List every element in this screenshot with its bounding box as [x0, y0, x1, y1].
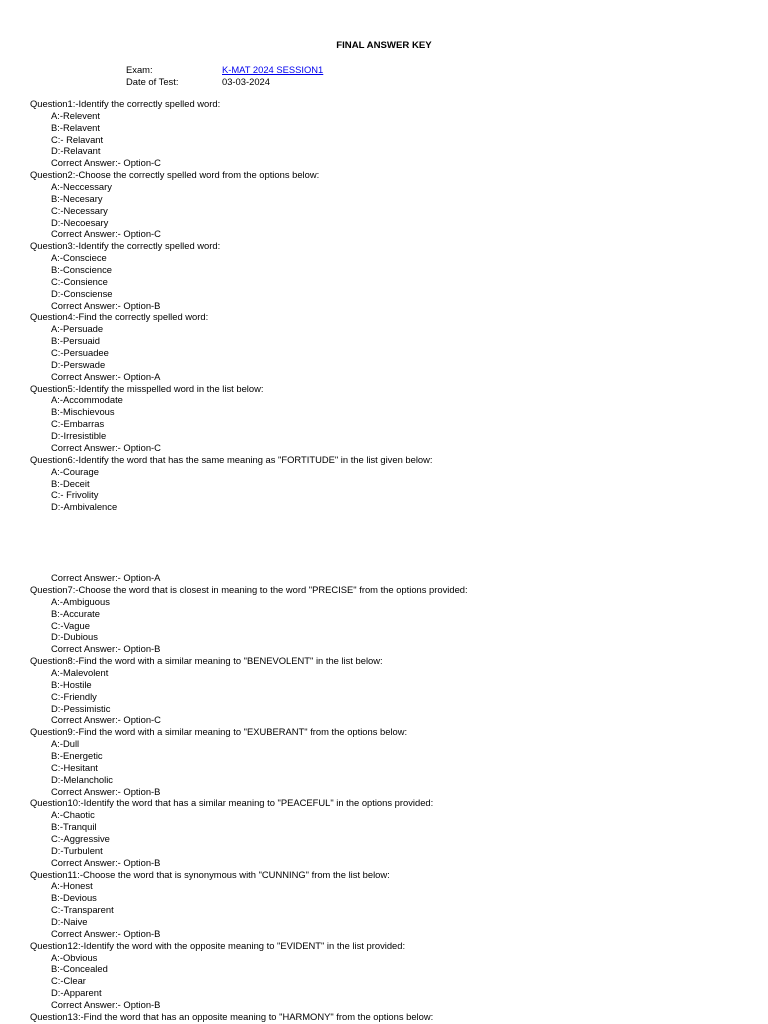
option-item: D:-Necoesary	[51, 216, 109, 228]
correct-answer: Correct Answer:- Option-A	[51, 572, 161, 584]
question-text: Question9:-Find the word with a similar meaning to "EXUBERANT" from the options below:	[30, 726, 408, 738]
question-block	[30, 869, 468, 940]
option-item: B:-Tranquil	[51, 821, 97, 833]
correct-answer: Correct Answer:- Option-B	[51, 999, 161, 1011]
option-item: D:-Melancholic	[51, 773, 113, 785]
option-item: D:-Ambivalence	[51, 501, 118, 513]
question-text: Question1:-Identify the correctly spelled word:	[30, 98, 221, 109]
date-label: Date of Test:	[126, 76, 179, 87]
question-list	[30, 98, 468, 1023]
option-item: B:-Relavent	[51, 121, 100, 133]
option-item: A:-Dull	[51, 738, 80, 750]
question-text: Question8:-Find the word with a similar meaning to "BENEVOLENT" in the list below:	[30, 655, 383, 667]
option-item: A:-Accommodate	[51, 394, 123, 406]
correct-answer: Correct Answer:- Option-B	[51, 643, 161, 655]
option-item: D:-Naive	[51, 916, 88, 927]
option-item: B:-Concealed	[51, 963, 108, 975]
option-item: D:-Turbulent	[51, 844, 103, 856]
correct-answer: Correct Answer:- Option-C	[51, 157, 161, 169]
question-block	[30, 584, 468, 655]
option-item: D:-Apparent	[51, 987, 102, 999]
question-text: Question10:-Identify the word that has a similar meaning to "PEACEFUL" in the options provided:	[30, 797, 434, 809]
question-text: Question13:-Find the word that has an opposite meaning to "HARMONY" from the options below:	[30, 1010, 434, 1022]
correct-answer: Correct Answer:- Option-B	[51, 927, 161, 939]
page-gap	[30, 513, 468, 572]
option-item: A:-Honest	[51, 880, 93, 892]
date-value: 03-03-2024	[222, 76, 270, 87]
option-item: A:-Obvious	[51, 951, 98, 963]
question-block	[30, 169, 468, 240]
option-item: B:-Mischievous	[51, 406, 115, 418]
question-block	[30, 940, 468, 1011]
option-item: B:-Necesary	[51, 192, 103, 204]
question-block	[30, 311, 468, 382]
option-item: C:-Hesitant	[51, 761, 98, 773]
option-item: C:-Transparent	[51, 904, 114, 916]
option-item: B:-Accurate	[51, 607, 100, 619]
option-item: B:-Energetic	[51, 749, 103, 761]
correct-answer: Correct Answer:- Option-A	[51, 370, 161, 382]
exam-label: Exam:	[126, 64, 153, 75]
option-item: C:-Clear	[51, 975, 86, 987]
question-text: Question6:-Identify the word that has the same meaning as "FORTITUDE" in the list given below:	[30, 453, 433, 465]
option-item: C:-Aggressive	[51, 832, 110, 844]
correct-answer: Correct Answer:- Option-B	[51, 856, 161, 868]
option-item: C:-Embarras	[51, 418, 105, 430]
correct-answer: Correct Answer:- Option-B	[51, 785, 161, 797]
option-item: A:-Relevent	[51, 109, 100, 121]
option-item: A:-Malevolent	[51, 666, 109, 678]
question-text: Question5:-Identify the misspelled word in the list below:	[30, 382, 264, 394]
question-block	[30, 383, 468, 454]
question-block	[30, 240, 468, 311]
question-block	[30, 655, 468, 726]
option-item: C:- Frivolity	[51, 489, 99, 501]
option-item: B:-Devious	[51, 892, 97, 904]
question-text: Question12:-Identify the word with the opposite meaning to "EVIDENT" in the list provided:	[30, 939, 406, 951]
question-text: Question4:-Find the correctly spelled word:	[30, 311, 209, 323]
option-item: D:-Irresistible	[51, 430, 107, 442]
option-item: A:-Neccessary	[51, 181, 112, 193]
question-block	[30, 1011, 468, 1023]
question-text: Question7:-Choose the word that is closest in meaning to the word "PRECISE" from the options provided:	[30, 583, 468, 595]
correct-answer: Correct Answer:- Option-C	[51, 441, 161, 453]
option-item: C:-Friendly	[51, 690, 97, 702]
question-block	[30, 797, 468, 868]
question-block	[30, 454, 468, 584]
option-item: B:-Conscience	[51, 264, 112, 276]
page-title: FINAL ANSWER KEY	[336, 40, 432, 51]
option-item: C:- Relavant	[51, 133, 104, 145]
option-item: B:-Persuaid	[51, 335, 100, 347]
option-item: C:-Consience	[51, 275, 108, 287]
correct-answer: Correct Answer:- Option-C	[51, 228, 161, 240]
option-item: A:-Courage	[51, 465, 99, 477]
correct-answer: Correct Answer:- Option-B	[51, 299, 161, 311]
option-item: C:-Vague	[51, 619, 90, 631]
option-item: A:-Ambiguous	[51, 595, 110, 607]
exam-row	[126, 64, 323, 76]
question-text: Question2:-Choose the correctly spelled word from the options below:	[30, 169, 320, 181]
option-item: C:-Persuadee	[51, 347, 109, 359]
option-item: D:-Perswade	[51, 358, 106, 370]
option-item: D:-Consciense	[51, 287, 113, 299]
option-item: D:-Dubious	[51, 631, 98, 643]
question-text: Question3:-Identify the correctly spelled word:	[30, 240, 221, 252]
question-block	[30, 726, 468, 797]
option-item: A:-Chaotic	[51, 809, 95, 821]
option-item: A:-Consciece	[51, 252, 107, 264]
exam-meta	[126, 64, 323, 88]
option-item: C:-Necessary	[51, 204, 108, 216]
option-item: A:-Persuade	[51, 323, 104, 335]
date-row	[126, 76, 323, 88]
option-item: D:-Pessimistic	[51, 702, 111, 714]
option-item: B:-Hostile	[51, 678, 92, 690]
option-item: B:-Deceit	[51, 477, 90, 489]
correct-answer: Correct Answer:- Option-C	[51, 714, 161, 726]
question-block	[30, 98, 468, 169]
question-text: Question11:-Choose the word that is synonymous with "CUNNING" from the list below:	[30, 868, 390, 880]
exam-link[interactable]: K-MAT 2024 SESSION1	[222, 64, 324, 75]
option-item: D:-Relavant	[51, 145, 101, 157]
